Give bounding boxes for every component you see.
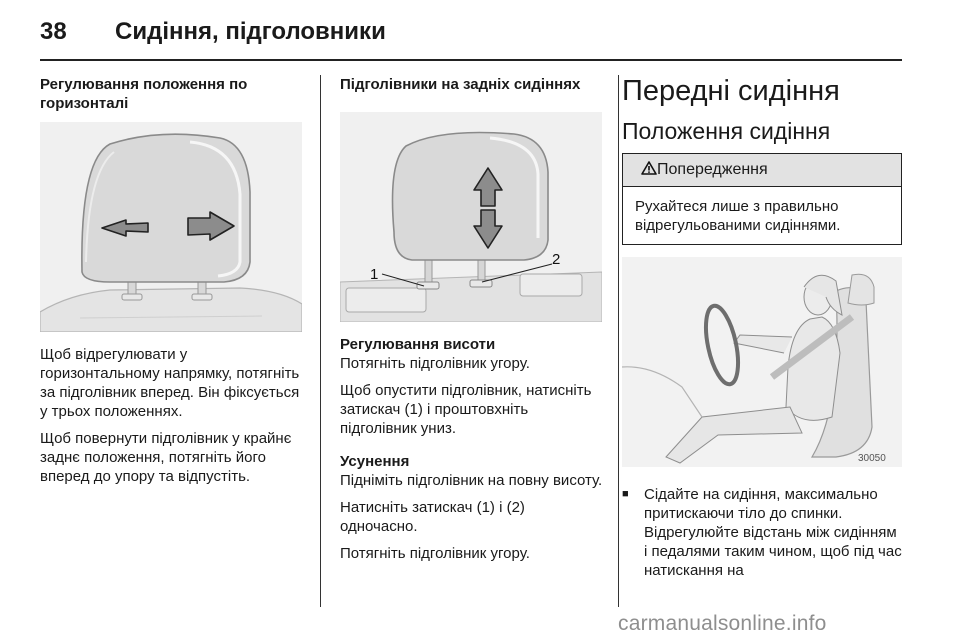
- headrest-horizontal-figure: [40, 122, 302, 332]
- column-horizontal-adjust: [40, 75, 305, 494]
- paragraph-rear-5: Потягніть підголівник угору.: [340, 545, 530, 562]
- page-number: 38: [40, 18, 67, 45]
- warning-title: Попередження: [657, 161, 768, 178]
- headrest-rear-figure: [340, 112, 602, 322]
- paragraph-rear-4: Натисніть затискач (1) і (2) одночасно.: [340, 499, 525, 535]
- section-heading-rear: Підголівники на задніх сидіннях: [340, 76, 581, 93]
- section-heading-front-seats: Передні сидіння: [622, 75, 840, 107]
- warning-box: [622, 153, 902, 245]
- subheading-seat-position: Положення сидіння: [622, 118, 831, 144]
- paragraph-rear-3: Підніміть підголівник на повну висоту.: [340, 472, 603, 489]
- page-header: [0, 0, 960, 60]
- page-title: Сидіння, підголовники: [115, 18, 386, 45]
- column-divider-2: [618, 75, 619, 607]
- column-rear-headrests: [340, 75, 605, 571]
- watermark: carmanualsonline.info: [618, 612, 827, 635]
- callout-2: 2: [552, 251, 561, 268]
- warning-text: Рухайтеся лише з правильно відрегульованими сидіннями.: [635, 198, 841, 234]
- column-divider-1: [320, 75, 321, 607]
- paragraph-horizontal-2: Щоб повернути підголівник у крайнє заднє положення, потягніть його вперед до упору та відпустіть.: [40, 430, 292, 485]
- bullet-text: Сідайте на сидіння, максимально притискаючи тіло до спинки. Відрегулюйте відстань між сидінням і педалями таким чином, щоб під час натискання на: [644, 486, 902, 579]
- subheading-removal: Усунення: [340, 453, 410, 470]
- paragraph-horizontal-1: Щоб відрегулювати у горизонтальному напрямку, потягніть за підголівник вперед. Він фіксується у трьох положеннях.: [40, 346, 300, 420]
- column-front-seats: [622, 75, 904, 580]
- section-heading-horizontal: Регулювання положення по горизонталі: [40, 76, 248, 112]
- square-bullet-icon: ■: [622, 488, 629, 500]
- list-item: [622, 485, 904, 580]
- warning-triangle-icon: [641, 161, 657, 175]
- warning-header: [623, 154, 901, 187]
- paragraph-rear-1: Потягніть підголівник угору.: [340, 355, 530, 372]
- driver-seat-figure: [622, 257, 902, 467]
- figure-code: 30050: [858, 453, 886, 464]
- subheading-height: Регулювання висоти: [340, 336, 496, 353]
- callout-1: 1: [370, 266, 379, 283]
- header-divider: [40, 59, 902, 61]
- paragraph-rear-2: Щоб опустити підголівник, натисніть затискач (1) і проштовхніть підголівник униз.: [340, 382, 592, 437]
